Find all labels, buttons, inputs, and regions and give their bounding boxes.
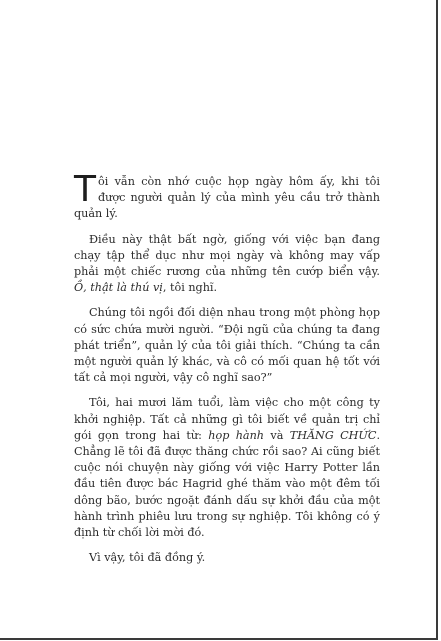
paragraph-4 (74, 395, 380, 541)
paragraph-4-mid: và (264, 428, 290, 442)
paragraph-3 (74, 305, 380, 386)
paragraph-4-italic-1: họp hành (208, 428, 265, 442)
paragraph-2-italic: Ồ, thật là thú vị (74, 281, 163, 295)
body-text (74, 169, 380, 575)
paragraph-4-text-1: Tôi, hai mươi lăm tuổi, làm việc cho một công ty khởi nghiệp. Tất cả những gì tôi biết về quản trị chỉ gói gọn trong hai từ: (74, 396, 380, 442)
paragraph-4-text-2: . Chẳng lẽ tôi đã được thăng chức rồi sao? Ai cũng biết cuộc nói chuyện này giống với việc Harry Potter lần đầu tiên được bác Hagrid ghé thăm vào một đêm tối dông bão, bước ngoặt đánh dấu sự khởi đầu của một hành trình phiêu lưu trong sự nghiệp. Tôi không có ý định từ chối lời mời đó. (74, 428, 380, 540)
paragraph-2 (74, 232, 380, 297)
paragraph-3-text: Chúng tôi ngồi đối diện nhau trong một phòng họp có sức chứa mười người. “Đội ngũ của chúng ta đang phát triển”, quản lý của tôi giải thích. “Chúng ta cần một người quản lý khác, và cô có mối quan hệ tốt với tất cả mọi người, vậy cô nghĩ sao?” (74, 306, 380, 385)
paragraph-4-italic-2: THĂNG CHỨC (289, 428, 377, 442)
paragraph-2-text: Điều này thật bất ngờ, giống với việc bạn đang chạy tập thể dục như mọi ngày và không may vấp phải một chiếc rương của những tên cướp biển vậy. (74, 232, 380, 279)
paragraph-5-text: Vì vậy, tôi đã đồng ý. (89, 551, 206, 565)
drop-cap: T (74, 169, 96, 210)
paragraph-1-text: ôi vẫn còn nhớ cuộc họp ngày hôm ấy, khi tôi được người quản lý của mình yêu cầu trở thành quản lý. (74, 175, 380, 221)
paragraph-1 (74, 169, 380, 223)
paragraph-2-tail: , tôi nghĩ. (162, 281, 218, 295)
paragraph-5 (74, 550, 380, 566)
